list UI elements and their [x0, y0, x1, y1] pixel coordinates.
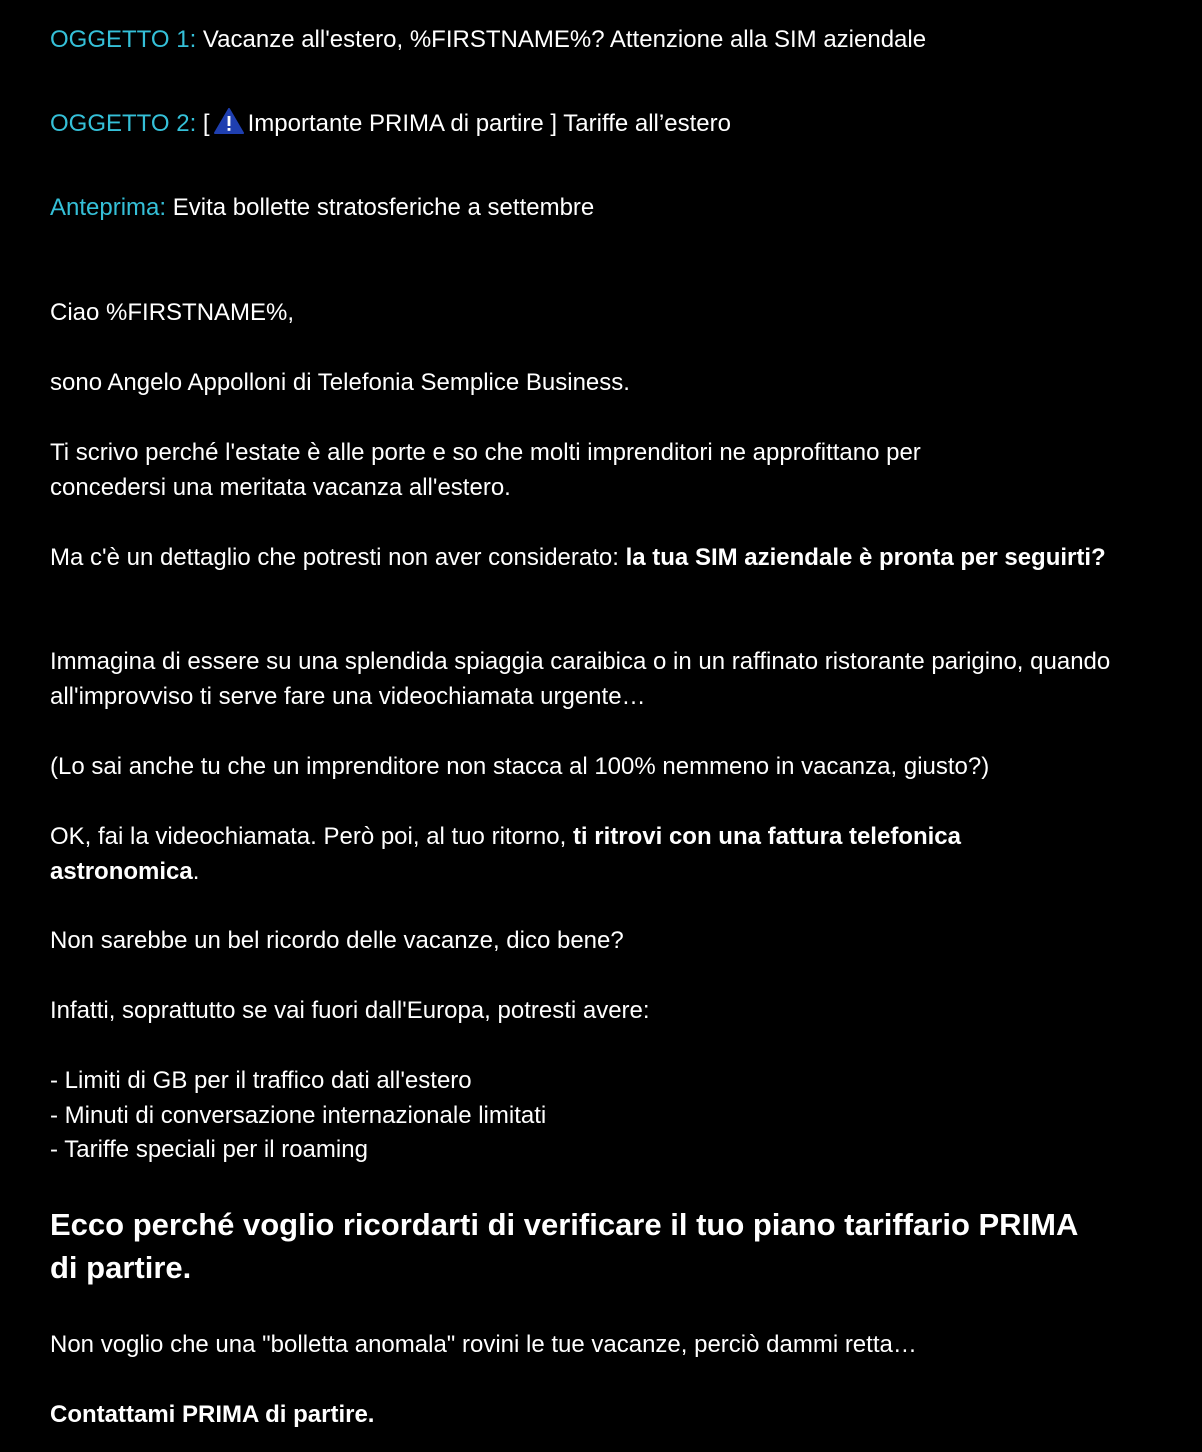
list-item: - Limiti di GB per il traffico dati all'estero [50, 1067, 472, 1094]
preview-text: Evita bollette stratosferiche a settembre [172, 194, 595, 221]
subject-1-text: Vacanze all'estero, %FIRSTNAME%? Attenzione alla SIM aziendale [202, 26, 927, 53]
paragraph-8: Non voglio che una "bolletta anomala" rovini le tue vacanze, perciò dammi retta… [50, 1331, 917, 1358]
section-heading: Ecco perché voglio ricordarti di verificare il tuo piano tariffario PRIMA di partire. [50, 1207, 1078, 1285]
paragraph-7: Infatti, soprattutto se vai fuori dall'Europa, potresti avere: [50, 997, 650, 1024]
paragraph-2-text: Ma c'è un dettaglio che potresti non aver considerato: [50, 544, 626, 571]
paragraph-3: Immagina di essere su una splendida spiaggia caraibica o in un raffinato ristorante parigino, quando all'improvviso ti serve fare una videochiamata urgente… [50, 648, 1111, 710]
subject-2-prefix: [ [202, 110, 210, 137]
paragraph-5-text: OK, fai la videochiamata. Però poi, al tuo ritorno, [50, 823, 573, 850]
risk-list [50, 1064, 1160, 1168]
subject-1-label: OGGETTO 1: [50, 26, 197, 53]
paragraph-5-bold: ti ritrovi con una fattura telefonica astronomica [50, 823, 961, 885]
preview-line [50, 191, 1160, 226]
paragraph-2-bold: la tua SIM aziendale è pronta per seguirti? [625, 544, 1106, 571]
subject-2-line [50, 107, 1160, 142]
paragraph-5 [50, 820, 1080, 889]
subject-2-text: Importante PRIMA di partire ] Tariffe all’estero [247, 110, 731, 137]
paragraph-5-end: . [192, 857, 200, 885]
paragraph-4: (Lo sai anche tu che un imprenditore non stacca al 100% nemmeno in vacanza, giusto?) [50, 753, 990, 780]
call-to-action: Contattami PRIMA di partire. [50, 1401, 375, 1428]
paragraph-1: Ti scrivo perché l'estate è alle porte e so che molti imprenditori ne approfittano per concedersi una meritata vacanza all'estero. [50, 439, 921, 501]
subject-2-label: OGGETTO 2: [50, 110, 197, 137]
greeting: Ciao %FIRSTNAME%, [50, 299, 295, 326]
paragraph-2 [50, 541, 1120, 576]
paragraph-6: Non sarebbe un bel ricordo delle vacanze, dico bene? [50, 927, 624, 954]
intro-paragraph: sono Angelo Appolloni di Telefonia Semplice Business. [50, 369, 630, 396]
subject-1-line [50, 23, 1160, 58]
preview-label: Anteprima: [50, 194, 167, 221]
list-item: - Tariffe speciali per il roaming [50, 1136, 368, 1163]
warning-icon [214, 108, 244, 134]
list-item: - Minuti di conversazione internazionale limitati [50, 1101, 547, 1129]
